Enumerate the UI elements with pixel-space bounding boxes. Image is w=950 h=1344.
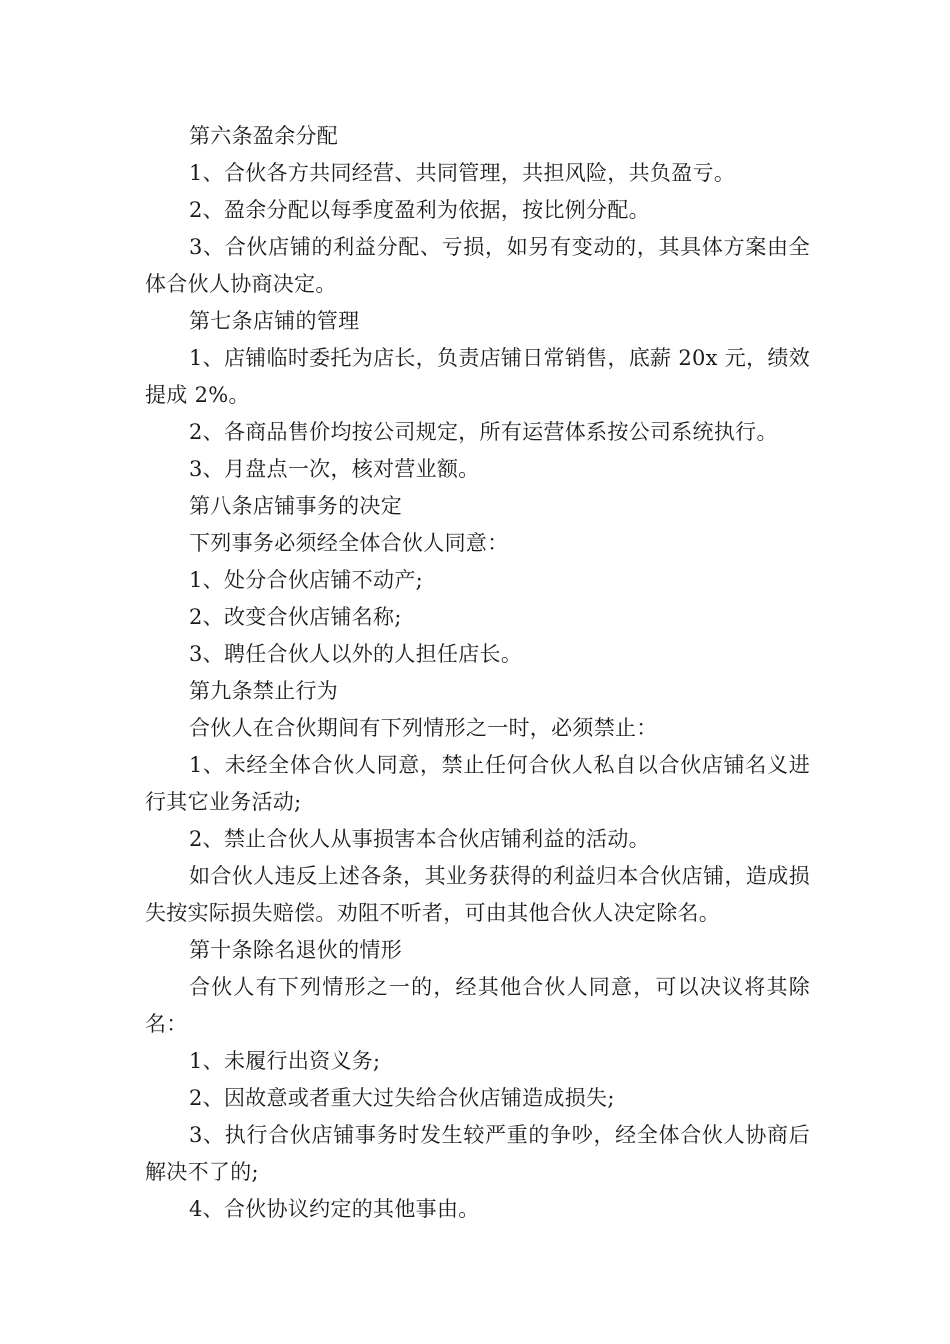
section-heading-7: 第七条店铺的管理	[189, 309, 360, 333]
section-heading-9: 第九条禁止行为	[189, 679, 339, 703]
section-heading-8: 第八条店铺事务的决定	[189, 494, 402, 518]
paragraph: 2、因故意或者重大过失给合伙店铺造成损失;	[189, 1086, 615, 1110]
paragraph: 2、禁止合伙人从事损害本合伙店铺利益的活动。	[189, 827, 650, 851]
paragraph: 合伙人在合伙期间有下列情形之一时，必须禁止：	[189, 716, 658, 740]
paragraph: 1、合伙各方共同经营、共同管理，共担风险，共负盈亏。	[189, 161, 736, 185]
paragraph: 3、月盘点一次，核对营业额。	[189, 457, 480, 481]
paragraph: 1、处分合伙店铺不动产;	[189, 568, 424, 592]
paragraph: 下列事务必须经全体合伙人同意：	[189, 531, 509, 555]
paragraph: 3、执行合伙店铺事务时发生较严重的争吵，经全体合伙人协商后解决不了的;	[145, 1123, 810, 1184]
paragraph: 1、未经全体合伙人同意，禁止任何合伙人私自以合伙店铺名义进行其它业务活动;	[145, 753, 810, 814]
section-heading-6: 第六条盈余分配	[189, 124, 339, 148]
paragraph: 4、合伙协议约定的其他事由。	[189, 1197, 480, 1221]
paragraph: 1、未履行出资义务;	[189, 1049, 381, 1073]
paragraph: 如合伙人违反上述各条，其业务获得的利益归本合伙店铺，造成损失按实际损失赔偿。劝阻不听者，可由其他合伙人决定除名。	[145, 864, 810, 925]
document-body	[145, 118, 810, 1228]
paragraph: 2、改变合伙店铺名称;	[189, 605, 402, 629]
paragraph: 3、聘任合伙人以外的人担任店长。	[189, 642, 523, 666]
paragraph: 2、各商品售价均按公司规定，所有运营体系按公司系统执行。	[189, 420, 778, 444]
section-heading-10: 第十条除名退伙的情形	[189, 938, 402, 962]
paragraph: 1、店铺临时委托为店长，负责店铺日常销售，底薪 20x 元，绩效提成 2%。	[145, 346, 810, 407]
paragraph: 2、盈余分配以每季度盈利为依据，按比例分配。	[189, 198, 650, 222]
paragraph: 合伙人有下列情形之一的，经其他合伙人同意，可以决议将其除名：	[145, 975, 810, 1036]
paragraph: 3、合伙店铺的利益分配、亏损，如另有变动的，其具体方案由全体合伙人协商决定。	[145, 235, 810, 296]
